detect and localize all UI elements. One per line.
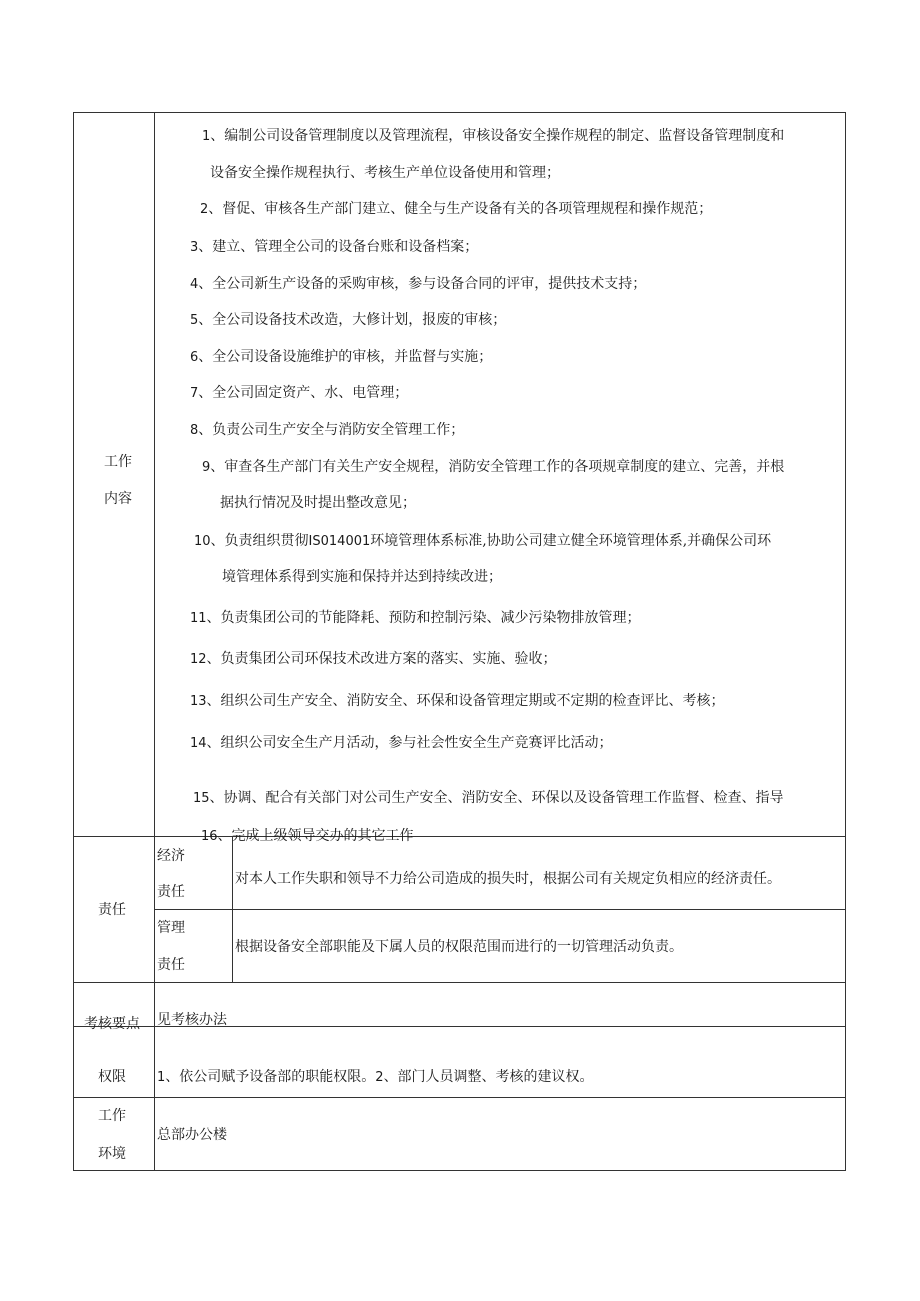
economic-responsibility-text: 对本人工作失职和领导不力给公司造成的损失时，根据公司有关规定负相应的经济责任。 [235,871,781,887]
management-responsibility-label-line1: 管理 [157,920,185,936]
list-item-continuation: 境管理体系得到实施和保持并达到持续改进； [222,569,502,585]
list-item: 7、全公司固定资产、水、电管理； [190,385,409,401]
row-divider-responsibility-inner [154,909,846,910]
authority-text: 1、依公司赋予设备部的职能权限。2、部门人员调整、考核的建议权。 [157,1069,594,1085]
sublabel-column-divider [232,836,233,982]
table-border-bottom [73,1170,846,1171]
work-content-label-line2: 内容 [104,491,132,507]
list-item: 16、完成上级领导交办的其它工作 [201,828,414,844]
management-responsibility-label-line2: 责任 [157,957,185,973]
list-item: 14、组织公司安全生产月活动，参与社会性安全生产竞赛评比活动； [190,735,613,751]
label-column-divider [154,112,155,1171]
economic-responsibility-label-line2: 责任 [157,884,185,900]
environment-label-line1: 工作 [98,1108,126,1124]
row-divider-authority [73,1097,846,1098]
list-item: 4、全公司新生产设备的采购审核，参与设备合同的评审，提供技术支持； [190,276,647,292]
list-item: 8、负责公司生产安全与消防安全管理工作； [190,422,465,438]
row-divider-work-content [73,836,846,837]
authority-label: 权限 [98,1069,126,1085]
list-item: 13、组织公司生产安全、消防安全、环保和设备管理定期或不定期的检查评比、考核； [190,693,725,709]
list-item: 15、协调、配合有关部门对公司生产安全、消防安全、环保以及设备管理工作监督、检查、指导 [193,790,784,806]
management-responsibility-text: 根据设备安全部职能及下属人员的权限范围而进行的一切管理活动负责。 [235,939,683,955]
list-item: 5、全公司设备技术改造，大修计划，报废的审核； [190,312,507,328]
work-content-label-line1: 工作 [104,454,132,470]
economic-responsibility-label-line1: 经济 [157,848,185,864]
list-item: 6、全公司设备设施维护的审核，并监督与实施； [190,349,493,365]
list-item-continuation: 据执行情况及时提出整改意见； [220,495,416,511]
table-border-right [845,112,846,1171]
list-item: 10、负责组织贯彻IS014001环境管理体系标准,协助公司建立健全环境管理体系,并确保公司环 [194,533,772,549]
list-item: 3、建立、管理全公司的设备台账和设备档案； [190,239,479,255]
assessment-text: 见考核办法 [157,1012,227,1028]
list-item: 12、负责集团公司环保技术改进方案的落实、实施、验收； [190,651,557,667]
table-border-left [73,112,74,1171]
assessment-label: 考核要点 [84,1016,140,1032]
list-item-continuation: 设备安全操作规程执行、考核生产单位设备使用和管理； [210,165,560,181]
list-item: 9、审查各生产部门有关生产安全规程，消防安全管理工作的各项规章制度的建立、完善，并根 [202,459,785,475]
work-content-list [156,113,845,844]
list-item: 2、督促、审核各生产部门建立、健全与生产设备有关的各项管理规程和操作规范； [200,201,713,217]
environment-label-line2: 环境 [98,1146,126,1162]
row-divider-responsibility [73,982,846,983]
list-item: 1、编制公司设备管理制度以及管理流程，审核设备安全操作规程的制定、监督设备管理制度和 [202,128,785,144]
list-item: 11、负责集团公司的节能降耗、预防和控制污染、减少污染物排放管理； [190,610,641,626]
environment-text: 总部办公楼 [157,1127,227,1143]
responsibility-label: 责任 [98,902,126,918]
